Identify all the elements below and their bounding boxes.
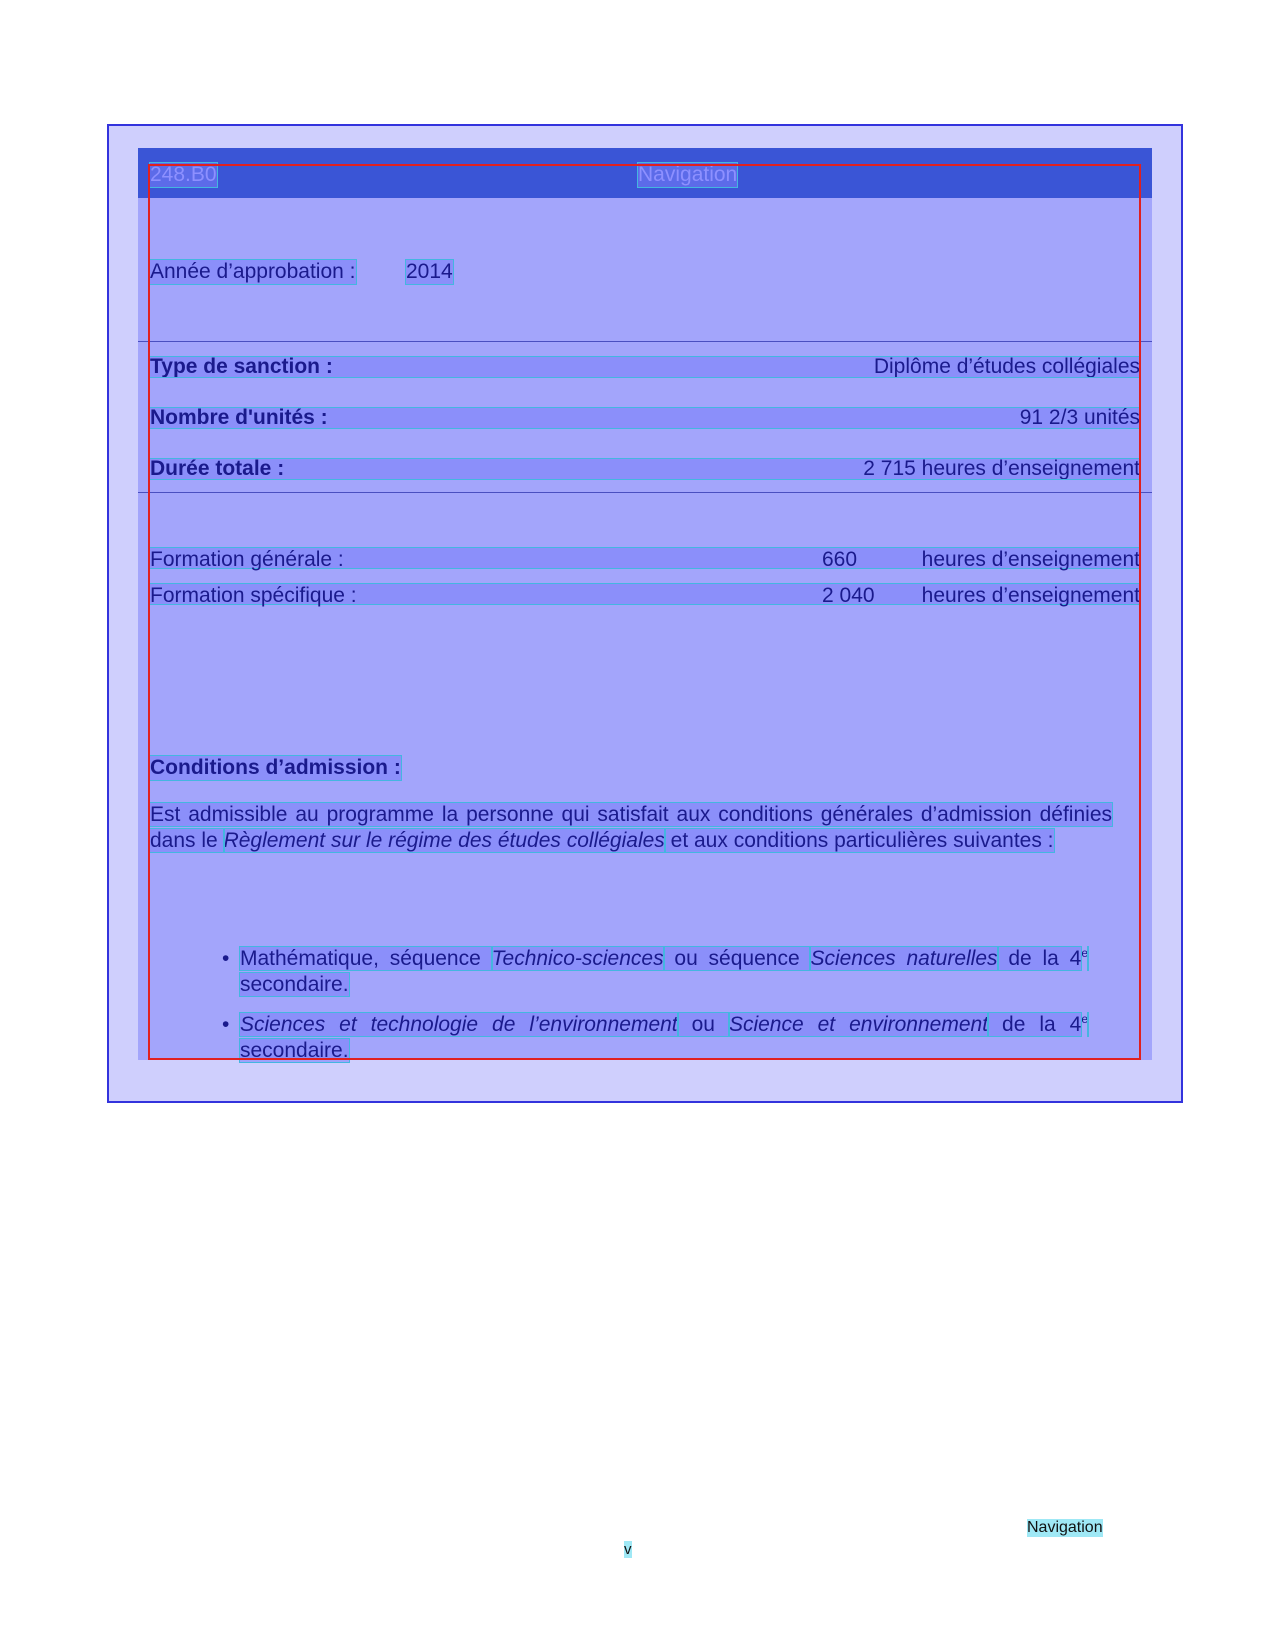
selection-outline (148, 164, 1141, 1060)
approval-year-label: Année d’approbation : (150, 260, 356, 283)
admission-conditions-title: Conditions d’admission : (150, 756, 401, 779)
admission-paragraph: Est admissible au programme la personne qui satisfait aux conditions générales d’admission définies dans le Règlement sur le régime des études collégiales et aux conditions particulières suivantes : (150, 803, 1112, 852)
sanction-value: Diplôme d’études collégiales (873, 355, 1140, 378)
units-value: 91 2/3 unités (1019, 406, 1140, 429)
duration-label: Durée totale : (150, 457, 285, 480)
nav-link-footer[interactable]: Navigation (1027, 1519, 1103, 1536)
general-training-unit: heures d’enseignement (921, 548, 1140, 571)
specific-training-hours: 2 040 (822, 584, 875, 607)
list-item: • Mathématique, séquence Technico-sciences ou séquence Sciences naturelles de la 4e secondaire. (222, 946, 1088, 998)
list-item: • Sciences et technologie de l’environnement ou Science et environnement de la 4e secondaire. (222, 1012, 1088, 1064)
regulation-title: Règlement sur le régime des études collégiales (223, 829, 665, 852)
general-training-label: Formation générale : (150, 548, 344, 571)
nav-link-header[interactable]: Navigation (638, 163, 738, 186)
specific-training-label: Formation spécifique : (150, 584, 357, 607)
approval-year-value: 2014 (406, 260, 453, 283)
sanction-label: Type de sanction : (150, 355, 333, 378)
program-code: 248.B0 (150, 163, 217, 186)
units-label: Nombre d'unités : (150, 406, 328, 429)
general-training-hours: 660 (822, 548, 858, 571)
specific-training-unit: heures d’enseignement (921, 584, 1140, 607)
duration-value: 2 715 heures d’enseignement (863, 457, 1140, 480)
page-number: v (624, 1541, 632, 1558)
